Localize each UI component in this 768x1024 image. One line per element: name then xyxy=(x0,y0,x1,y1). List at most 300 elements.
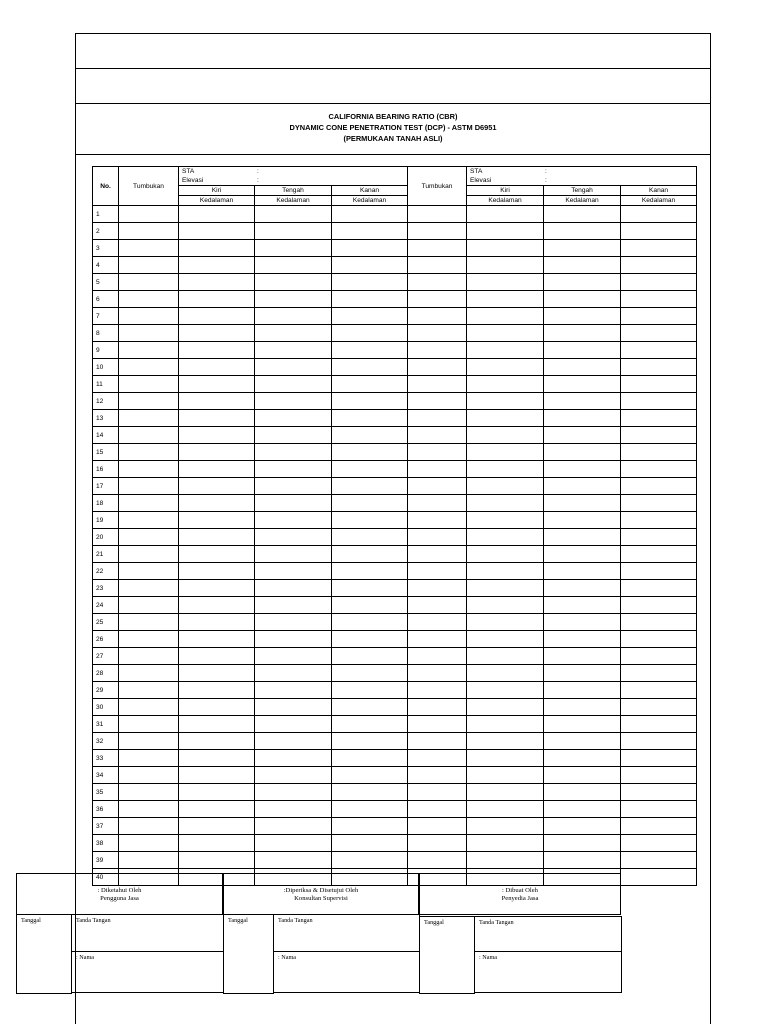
kedalaman-input-cell[interactable] xyxy=(544,376,621,393)
tumbukan-input-cell[interactable] xyxy=(119,376,179,393)
tanda-tangan-field[interactable]: Tanda Tangan xyxy=(474,916,622,952)
kedalaman-input-cell[interactable] xyxy=(179,359,255,376)
tumbukan-input-cell[interactable] xyxy=(408,257,467,274)
kedalaman-input-cell[interactable] xyxy=(179,852,255,869)
kedalaman-input-cell[interactable] xyxy=(544,784,621,801)
kedalaman-input-cell[interactable] xyxy=(467,733,544,750)
tumbukan-input-cell[interactable] xyxy=(119,325,179,342)
kedalaman-input-cell[interactable] xyxy=(544,257,621,274)
kedalaman-input-cell[interactable] xyxy=(332,359,408,376)
kedalaman-input-cell[interactable] xyxy=(621,478,697,495)
kedalaman-input-cell[interactable] xyxy=(467,614,544,631)
tumbukan-input-cell[interactable] xyxy=(119,427,179,444)
tumbukan-input-cell[interactable] xyxy=(119,818,179,835)
tumbukan-input-cell[interactable] xyxy=(408,597,467,614)
kedalaman-input-cell[interactable] xyxy=(332,835,408,852)
kedalaman-input-cell[interactable] xyxy=(621,206,697,223)
tumbukan-input-cell[interactable] xyxy=(408,733,467,750)
kedalaman-input-cell[interactable] xyxy=(467,648,544,665)
kedalaman-input-cell[interactable] xyxy=(467,376,544,393)
kedalaman-input-cell[interactable] xyxy=(179,716,255,733)
kedalaman-input-cell[interactable] xyxy=(332,512,408,529)
kedalaman-input-cell[interactable] xyxy=(621,852,697,869)
tanggal-field[interactable]: Tanggal xyxy=(419,916,475,994)
kedalaman-input-cell[interactable] xyxy=(179,274,255,291)
kedalaman-input-cell[interactable] xyxy=(544,478,621,495)
kedalaman-input-cell[interactable] xyxy=(332,478,408,495)
tumbukan-input-cell[interactable] xyxy=(119,461,179,478)
kedalaman-input-cell[interactable] xyxy=(179,393,255,410)
tumbukan-input-cell[interactable] xyxy=(119,835,179,852)
kedalaman-input-cell[interactable] xyxy=(544,495,621,512)
kedalaman-input-cell[interactable] xyxy=(255,291,332,308)
tumbukan-input-cell[interactable] xyxy=(408,512,467,529)
kedalaman-input-cell[interactable] xyxy=(179,767,255,784)
kedalaman-input-cell[interactable] xyxy=(621,410,697,427)
kedalaman-input-cell[interactable] xyxy=(544,206,621,223)
tumbukan-input-cell[interactable] xyxy=(119,614,179,631)
tumbukan-input-cell[interactable] xyxy=(408,580,467,597)
kedalaman-input-cell[interactable] xyxy=(544,223,621,240)
kedalaman-input-cell[interactable] xyxy=(621,427,697,444)
kedalaman-input-cell[interactable] xyxy=(621,495,697,512)
kedalaman-input-cell[interactable] xyxy=(179,495,255,512)
kedalaman-input-cell[interactable] xyxy=(255,308,332,325)
kedalaman-input-cell[interactable] xyxy=(255,767,332,784)
kedalaman-input-cell[interactable] xyxy=(332,444,408,461)
tumbukan-input-cell[interactable] xyxy=(119,648,179,665)
kedalaman-input-cell[interactable] xyxy=(255,512,332,529)
kedalaman-input-cell[interactable] xyxy=(179,206,255,223)
tumbukan-input-cell[interactable] xyxy=(119,495,179,512)
kedalaman-input-cell[interactable] xyxy=(179,784,255,801)
kedalaman-input-cell[interactable] xyxy=(255,716,332,733)
kedalaman-input-cell[interactable] xyxy=(255,614,332,631)
kedalaman-input-cell[interactable] xyxy=(467,393,544,410)
kedalaman-input-cell[interactable] xyxy=(621,308,697,325)
tumbukan-input-cell[interactable] xyxy=(408,699,467,716)
tumbukan-input-cell[interactable] xyxy=(408,529,467,546)
kedalaman-input-cell[interactable] xyxy=(255,818,332,835)
kedalaman-input-cell[interactable] xyxy=(544,648,621,665)
kedalaman-input-cell[interactable] xyxy=(255,750,332,767)
tumbukan-input-cell[interactable] xyxy=(119,801,179,818)
kedalaman-input-cell[interactable] xyxy=(255,699,332,716)
tumbukan-input-cell[interactable] xyxy=(408,818,467,835)
kedalaman-input-cell[interactable] xyxy=(621,223,697,240)
tumbukan-input-cell[interactable] xyxy=(408,461,467,478)
tumbukan-input-cell[interactable] xyxy=(408,342,467,359)
kedalaman-input-cell[interactable] xyxy=(621,835,697,852)
kedalaman-input-cell[interactable] xyxy=(621,359,697,376)
tumbukan-input-cell[interactable] xyxy=(119,631,179,648)
kedalaman-input-cell[interactable] xyxy=(255,648,332,665)
kedalaman-input-cell[interactable] xyxy=(332,699,408,716)
tumbukan-input-cell[interactable] xyxy=(119,240,179,257)
kedalaman-input-cell[interactable] xyxy=(332,308,408,325)
kedalaman-input-cell[interactable] xyxy=(621,529,697,546)
kedalaman-input-cell[interactable] xyxy=(621,716,697,733)
tumbukan-input-cell[interactable] xyxy=(119,682,179,699)
kedalaman-input-cell[interactable] xyxy=(621,461,697,478)
kedalaman-input-cell[interactable] xyxy=(544,410,621,427)
tumbukan-input-cell[interactable] xyxy=(408,427,467,444)
kedalaman-input-cell[interactable] xyxy=(544,444,621,461)
tumbukan-input-cell[interactable] xyxy=(119,223,179,240)
tumbukan-input-cell[interactable] xyxy=(408,206,467,223)
kedalaman-input-cell[interactable] xyxy=(621,631,697,648)
kedalaman-input-cell[interactable] xyxy=(544,308,621,325)
kedalaman-input-cell[interactable] xyxy=(467,325,544,342)
kedalaman-input-cell[interactable] xyxy=(179,818,255,835)
kedalaman-input-cell[interactable] xyxy=(332,852,408,869)
kedalaman-input-cell[interactable] xyxy=(179,291,255,308)
kedalaman-input-cell[interactable] xyxy=(544,682,621,699)
kedalaman-input-cell[interactable] xyxy=(179,801,255,818)
kedalaman-input-cell[interactable] xyxy=(544,342,621,359)
kedalaman-input-cell[interactable] xyxy=(255,240,332,257)
tumbukan-input-cell[interactable] xyxy=(119,410,179,427)
kedalaman-input-cell[interactable] xyxy=(332,733,408,750)
kedalaman-input-cell[interactable] xyxy=(544,716,621,733)
kedalaman-input-cell[interactable] xyxy=(332,563,408,580)
kedalaman-input-cell[interactable] xyxy=(467,257,544,274)
kedalaman-input-cell[interactable] xyxy=(544,325,621,342)
kedalaman-input-cell[interactable] xyxy=(467,580,544,597)
tumbukan-input-cell[interactable] xyxy=(119,563,179,580)
kedalaman-input-cell[interactable] xyxy=(332,410,408,427)
kedalaman-input-cell[interactable] xyxy=(467,461,544,478)
kedalaman-input-cell[interactable] xyxy=(544,750,621,767)
tumbukan-input-cell[interactable] xyxy=(119,852,179,869)
kedalaman-input-cell[interactable] xyxy=(467,852,544,869)
tumbukan-input-cell[interactable] xyxy=(119,308,179,325)
kedalaman-input-cell[interactable] xyxy=(544,274,621,291)
tumbukan-input-cell[interactable] xyxy=(119,529,179,546)
kedalaman-input-cell[interactable] xyxy=(332,580,408,597)
kedalaman-input-cell[interactable] xyxy=(621,767,697,784)
kedalaman-input-cell[interactable] xyxy=(179,835,255,852)
kedalaman-input-cell[interactable] xyxy=(467,291,544,308)
tumbukan-input-cell[interactable] xyxy=(119,580,179,597)
kedalaman-input-cell[interactable] xyxy=(255,342,332,359)
kedalaman-input-cell[interactable] xyxy=(621,665,697,682)
tumbukan-input-cell[interactable] xyxy=(408,852,467,869)
kedalaman-input-cell[interactable] xyxy=(621,512,697,529)
kedalaman-input-cell[interactable] xyxy=(621,699,697,716)
tumbukan-input-cell[interactable] xyxy=(408,682,467,699)
kedalaman-input-cell[interactable] xyxy=(179,597,255,614)
kedalaman-input-cell[interactable] xyxy=(255,631,332,648)
kedalaman-input-cell[interactable] xyxy=(179,325,255,342)
tumbukan-input-cell[interactable] xyxy=(119,342,179,359)
kedalaman-input-cell[interactable] xyxy=(332,614,408,631)
kedalaman-input-cell[interactable] xyxy=(467,308,544,325)
kedalaman-input-cell[interactable] xyxy=(467,716,544,733)
kedalaman-input-cell[interactable] xyxy=(544,546,621,563)
kedalaman-input-cell[interactable] xyxy=(255,597,332,614)
kedalaman-input-cell[interactable] xyxy=(467,767,544,784)
tumbukan-input-cell[interactable] xyxy=(408,750,467,767)
kedalaman-input-cell[interactable] xyxy=(332,716,408,733)
kedalaman-input-cell[interactable] xyxy=(332,597,408,614)
tumbukan-input-cell[interactable] xyxy=(408,665,467,682)
tumbukan-input-cell[interactable] xyxy=(408,308,467,325)
kedalaman-input-cell[interactable] xyxy=(179,410,255,427)
tumbukan-input-cell[interactable] xyxy=(408,393,467,410)
kedalaman-input-cell[interactable] xyxy=(332,665,408,682)
tumbukan-input-cell[interactable] xyxy=(119,274,179,291)
tumbukan-input-cell[interactable] xyxy=(119,716,179,733)
kedalaman-input-cell[interactable] xyxy=(332,257,408,274)
kedalaman-input-cell[interactable] xyxy=(255,495,332,512)
tanggal-field[interactable]: Tanggal xyxy=(223,914,274,994)
tumbukan-input-cell[interactable] xyxy=(408,716,467,733)
kedalaman-input-cell[interactable] xyxy=(544,563,621,580)
kedalaman-input-cell[interactable] xyxy=(467,682,544,699)
kedalaman-input-cell[interactable] xyxy=(467,631,544,648)
kedalaman-input-cell[interactable] xyxy=(332,529,408,546)
kedalaman-input-cell[interactable] xyxy=(179,682,255,699)
kedalaman-input-cell[interactable] xyxy=(332,206,408,223)
kedalaman-input-cell[interactable] xyxy=(621,682,697,699)
kedalaman-input-cell[interactable] xyxy=(467,206,544,223)
tumbukan-input-cell[interactable] xyxy=(408,631,467,648)
tumbukan-input-cell[interactable] xyxy=(119,733,179,750)
kedalaman-input-cell[interactable] xyxy=(544,852,621,869)
kedalaman-input-cell[interactable] xyxy=(255,478,332,495)
kedalaman-input-cell[interactable] xyxy=(621,240,697,257)
kedalaman-input-cell[interactable] xyxy=(544,631,621,648)
kedalaman-input-cell[interactable] xyxy=(621,818,697,835)
kedalaman-input-cell[interactable] xyxy=(255,665,332,682)
kedalaman-input-cell[interactable] xyxy=(332,495,408,512)
kedalaman-input-cell[interactable] xyxy=(621,342,697,359)
tumbukan-input-cell[interactable] xyxy=(119,699,179,716)
kedalaman-input-cell[interactable] xyxy=(179,665,255,682)
tumbukan-input-cell[interactable] xyxy=(408,444,467,461)
kedalaman-input-cell[interactable] xyxy=(544,529,621,546)
kedalaman-input-cell[interactable] xyxy=(467,818,544,835)
kedalaman-input-cell[interactable] xyxy=(467,699,544,716)
kedalaman-input-cell[interactable] xyxy=(179,546,255,563)
tumbukan-input-cell[interactable] xyxy=(119,393,179,410)
tumbukan-input-cell[interactable] xyxy=(408,614,467,631)
kedalaman-input-cell[interactable] xyxy=(179,342,255,359)
kedalaman-input-cell[interactable] xyxy=(621,801,697,818)
kedalaman-input-cell[interactable] xyxy=(332,427,408,444)
kedalaman-input-cell[interactable] xyxy=(544,291,621,308)
kedalaman-input-cell[interactable] xyxy=(179,563,255,580)
tumbukan-input-cell[interactable] xyxy=(408,478,467,495)
tumbukan-input-cell[interactable] xyxy=(119,665,179,682)
kedalaman-input-cell[interactable] xyxy=(179,427,255,444)
kedalaman-input-cell[interactable] xyxy=(332,801,408,818)
kedalaman-input-cell[interactable] xyxy=(544,461,621,478)
kedalaman-input-cell[interactable] xyxy=(179,631,255,648)
tumbukan-input-cell[interactable] xyxy=(408,835,467,852)
kedalaman-input-cell[interactable] xyxy=(621,750,697,767)
kedalaman-input-cell[interactable] xyxy=(544,801,621,818)
tumbukan-input-cell[interactable] xyxy=(408,784,467,801)
kedalaman-input-cell[interactable] xyxy=(179,733,255,750)
tumbukan-input-cell[interactable] xyxy=(119,444,179,461)
kedalaman-input-cell[interactable] xyxy=(544,767,621,784)
kedalaman-input-cell[interactable] xyxy=(467,563,544,580)
kedalaman-input-cell[interactable] xyxy=(332,342,408,359)
kedalaman-input-cell[interactable] xyxy=(467,665,544,682)
kedalaman-input-cell[interactable] xyxy=(255,733,332,750)
kedalaman-input-cell[interactable] xyxy=(544,699,621,716)
kedalaman-input-cell[interactable] xyxy=(332,240,408,257)
kedalaman-input-cell[interactable] xyxy=(332,767,408,784)
kedalaman-input-cell[interactable] xyxy=(255,427,332,444)
kedalaman-input-cell[interactable] xyxy=(255,359,332,376)
kedalaman-input-cell[interactable] xyxy=(467,512,544,529)
kedalaman-input-cell[interactable] xyxy=(332,648,408,665)
kedalaman-input-cell[interactable] xyxy=(179,461,255,478)
kedalaman-input-cell[interactable] xyxy=(621,325,697,342)
kedalaman-input-cell[interactable] xyxy=(621,648,697,665)
kedalaman-input-cell[interactable] xyxy=(467,784,544,801)
kedalaman-input-cell[interactable] xyxy=(255,274,332,291)
kedalaman-input-cell[interactable] xyxy=(621,597,697,614)
kedalaman-input-cell[interactable] xyxy=(467,223,544,240)
kedalaman-input-cell[interactable] xyxy=(255,563,332,580)
kedalaman-input-cell[interactable] xyxy=(179,580,255,597)
tumbukan-input-cell[interactable] xyxy=(408,240,467,257)
kedalaman-input-cell[interactable] xyxy=(467,495,544,512)
kedalaman-input-cell[interactable] xyxy=(467,750,544,767)
tumbukan-input-cell[interactable] xyxy=(408,767,467,784)
tumbukan-input-cell[interactable] xyxy=(408,359,467,376)
tumbukan-input-cell[interactable] xyxy=(408,291,467,308)
kedalaman-input-cell[interactable] xyxy=(544,614,621,631)
kedalaman-input-cell[interactable] xyxy=(255,444,332,461)
kedalaman-input-cell[interactable] xyxy=(332,818,408,835)
tumbukan-input-cell[interactable] xyxy=(408,563,467,580)
kedalaman-input-cell[interactable] xyxy=(544,240,621,257)
kedalaman-input-cell[interactable] xyxy=(544,512,621,529)
kedalaman-input-cell[interactable] xyxy=(621,784,697,801)
kedalaman-input-cell[interactable] xyxy=(255,546,332,563)
kedalaman-input-cell[interactable] xyxy=(467,427,544,444)
kedalaman-input-cell[interactable] xyxy=(179,257,255,274)
kedalaman-input-cell[interactable] xyxy=(621,614,697,631)
kedalaman-input-cell[interactable] xyxy=(332,750,408,767)
kedalaman-input-cell[interactable] xyxy=(255,410,332,427)
kedalaman-input-cell[interactable] xyxy=(467,529,544,546)
kedalaman-input-cell[interactable] xyxy=(332,291,408,308)
kedalaman-input-cell[interactable] xyxy=(332,631,408,648)
kedalaman-input-cell[interactable] xyxy=(179,699,255,716)
kedalaman-input-cell[interactable] xyxy=(544,818,621,835)
kedalaman-input-cell[interactable] xyxy=(332,376,408,393)
kedalaman-input-cell[interactable] xyxy=(255,206,332,223)
kedalaman-input-cell[interactable] xyxy=(179,308,255,325)
kedalaman-input-cell[interactable] xyxy=(179,614,255,631)
kedalaman-input-cell[interactable] xyxy=(255,257,332,274)
tumbukan-input-cell[interactable] xyxy=(408,546,467,563)
kedalaman-input-cell[interactable] xyxy=(544,580,621,597)
kedalaman-input-cell[interactable] xyxy=(621,733,697,750)
kedalaman-input-cell[interactable] xyxy=(544,427,621,444)
tumbukan-input-cell[interactable] xyxy=(119,784,179,801)
tumbukan-input-cell[interactable] xyxy=(119,257,179,274)
kedalaman-input-cell[interactable] xyxy=(179,478,255,495)
tumbukan-input-cell[interactable] xyxy=(119,750,179,767)
kedalaman-input-cell[interactable] xyxy=(255,325,332,342)
kedalaman-input-cell[interactable] xyxy=(179,240,255,257)
kedalaman-input-cell[interactable] xyxy=(467,597,544,614)
nama-field[interactable]: : Nama xyxy=(474,951,622,993)
tumbukan-input-cell[interactable] xyxy=(408,376,467,393)
kedalaman-input-cell[interactable] xyxy=(621,257,697,274)
kedalaman-input-cell[interactable] xyxy=(179,750,255,767)
tumbukan-input-cell[interactable] xyxy=(119,359,179,376)
kedalaman-input-cell[interactable] xyxy=(332,784,408,801)
kedalaman-input-cell[interactable] xyxy=(544,835,621,852)
kedalaman-input-cell[interactable] xyxy=(621,393,697,410)
kedalaman-input-cell[interactable] xyxy=(255,223,332,240)
kedalaman-input-cell[interactable] xyxy=(467,478,544,495)
tumbukan-input-cell[interactable] xyxy=(119,478,179,495)
kedalaman-input-cell[interactable] xyxy=(621,274,697,291)
kedalaman-input-cell[interactable] xyxy=(255,784,332,801)
tumbukan-input-cell[interactable] xyxy=(119,291,179,308)
tanda-tangan-field[interactable]: Tanda Tangan xyxy=(273,914,420,952)
tumbukan-input-cell[interactable] xyxy=(119,512,179,529)
kedalaman-input-cell[interactable] xyxy=(544,393,621,410)
tumbukan-input-cell[interactable] xyxy=(408,274,467,291)
tumbukan-input-cell[interactable] xyxy=(408,410,467,427)
tumbukan-input-cell[interactable] xyxy=(408,223,467,240)
kedalaman-input-cell[interactable] xyxy=(467,444,544,461)
kedalaman-input-cell[interactable] xyxy=(544,359,621,376)
kedalaman-input-cell[interactable] xyxy=(621,291,697,308)
kedalaman-input-cell[interactable] xyxy=(467,801,544,818)
kedalaman-input-cell[interactable] xyxy=(467,359,544,376)
kedalaman-input-cell[interactable] xyxy=(255,682,332,699)
kedalaman-input-cell[interactable] xyxy=(544,665,621,682)
tanda-tangan-field[interactable]: Tanda Tangan xyxy=(71,914,224,952)
kedalaman-input-cell[interactable] xyxy=(621,444,697,461)
kedalaman-input-cell[interactable] xyxy=(332,274,408,291)
kedalaman-input-cell[interactable] xyxy=(467,835,544,852)
kedalaman-input-cell[interactable] xyxy=(179,648,255,665)
tumbukan-input-cell[interactable] xyxy=(408,801,467,818)
kedalaman-input-cell[interactable] xyxy=(255,376,332,393)
kedalaman-input-cell[interactable] xyxy=(332,393,408,410)
kedalaman-input-cell[interactable] xyxy=(179,444,255,461)
kedalaman-input-cell[interactable] xyxy=(255,529,332,546)
kedalaman-input-cell[interactable] xyxy=(332,325,408,342)
kedalaman-input-cell[interactable] xyxy=(621,869,697,886)
kedalaman-input-cell[interactable] xyxy=(621,546,697,563)
tumbukan-input-cell[interactable] xyxy=(408,648,467,665)
tumbukan-input-cell[interactable] xyxy=(408,325,467,342)
kedalaman-input-cell[interactable] xyxy=(467,546,544,563)
kedalaman-input-cell[interactable] xyxy=(621,376,697,393)
nama-field[interactable]: : Nama xyxy=(71,951,224,993)
tumbukan-input-cell[interactable] xyxy=(119,546,179,563)
tumbukan-input-cell[interactable] xyxy=(119,767,179,784)
kedalaman-input-cell[interactable] xyxy=(255,461,332,478)
kedalaman-input-cell[interactable] xyxy=(467,342,544,359)
kedalaman-input-cell[interactable] xyxy=(255,393,332,410)
kedalaman-input-cell[interactable] xyxy=(467,410,544,427)
kedalaman-input-cell[interactable] xyxy=(255,801,332,818)
